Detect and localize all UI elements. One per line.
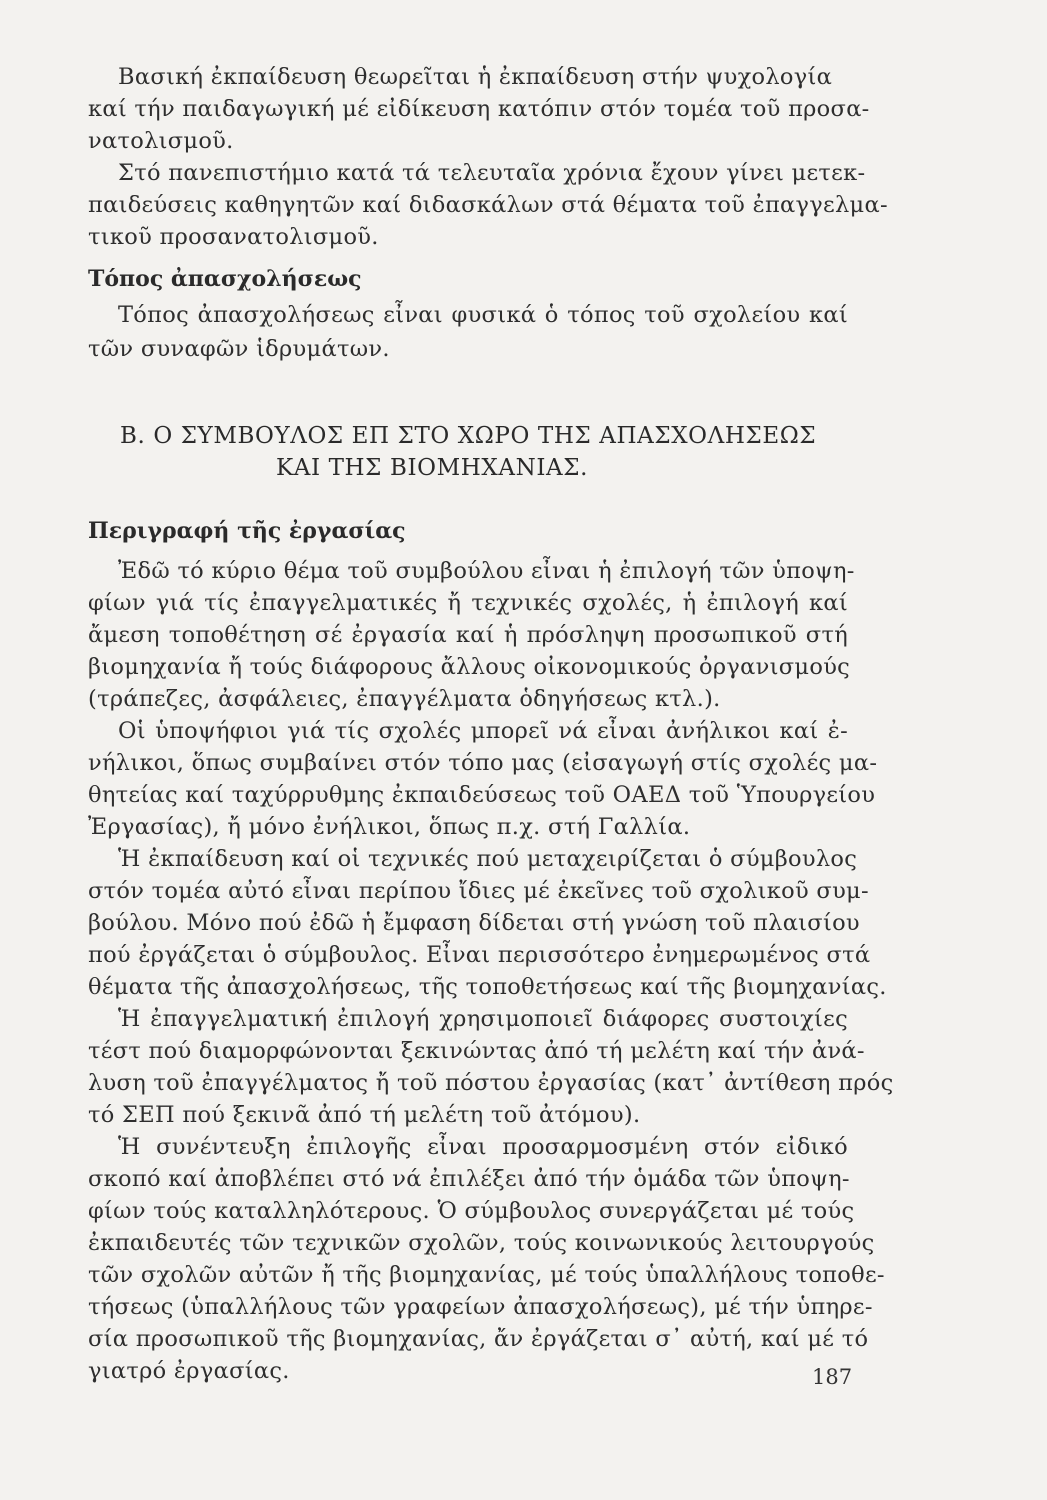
subheading-job-description: Περιγραφή τῆς ἐργασίας (88, 518, 406, 544)
text-line: γιατρό ἐργασίας. (88, 1358, 290, 1384)
text-line: Ἐργασίας), ἤ μόνο ἐνήλικοι, ὅπως π.χ. στή Γαλλία. (88, 814, 691, 840)
section-title: Β. Ο ΣΥΜΒΟΥΛΟΣ ΕΠ ΣΤΟ ΧΩΡΟ ΤΗΣ ΑΠΑΣΧΟΛΗΣΕΩΣ (120, 423, 817, 449)
section-title: ΚΑΙ ΤΗΣ ΒΙΟΜΗΧΑΝΙΑΣ. (276, 455, 588, 481)
text-line: τῶν συναφῶν ἱδρυμάτων. (88, 336, 390, 362)
text-line: τήσεως (ὑπαλλήλους τῶν γραφείων ἀπασχολήσεως), μέ τήν ὑπηρε- (88, 1294, 873, 1320)
text-line: Ἡ ἐκπαίδευση καί οἱ τεχνικές πού μεταχειρίζεται ὁ σύμβουλος (118, 846, 858, 872)
page-number: 187 (812, 1365, 853, 1389)
text-line: Ἡ ἐπαγγελματική ἐπιλογή χρησιμοποιεῖ διάφορες συστοιχίες (118, 1006, 848, 1032)
text-line: παιδεύσεις καθηγητῶν καί διδασκάλων στά θέματα τοῦ ἐπαγγελμα- (88, 192, 888, 218)
text-line: τό ΣΕΠ πού ξεκινᾶ ἀπό τή μελέτη τοῦ ἀτόμου). (88, 1102, 641, 1128)
text-line: σία προσωπικοῦ τῆς βιομηχανίας, ἄν ἐργάζεται σ᾽ αὐτή, καί μέ τό (88, 1326, 869, 1352)
text-line: Οἱ ὑποψήφιοι γιά τίς σχολές μπορεῖ νά εἶναι ἀνήλικοι καί ἐ- (118, 718, 848, 744)
text-line: τικοῦ προσανατολισμοῦ. (88, 224, 379, 250)
text-line: (τράπεζες, ἀσφάλειες, ἐπαγγέλματα ὁδηγήσεως κτλ.). (88, 686, 721, 712)
text-line: θητείας καί ταχύρρυθμης ἐκπαιδεύσεως τοῦ ΟΑΕΔ τοῦ Ὑπουργείου (88, 782, 876, 808)
text-line: θέματα τῆς ἀπασχολήσεως, τῆς τοποθετήσεως καί τῆς βιομηχανίας. (88, 974, 887, 1000)
text-line: βιομηχανία ἤ τούς διάφορους ἄλλους οἰκονομικούς ὀργανισμούς (88, 654, 851, 680)
text-line: Ἐδῶ τό κύριο θέμα τοῦ συμβούλου εἶναι ἡ ἐπιλογή τῶν ὑποψη- (118, 558, 855, 584)
text-line: φίων τούς καταλληλότερους. Ὁ σύμβουλος συνεργάζεται μέ τούς (88, 1198, 855, 1224)
text-line: τῶν σχολῶν αὐτῶν ἤ τῆς βιομηχανίας, μέ τούς ὑπαλλήλους τοποθε- (88, 1262, 885, 1288)
text-line: βούλου. Μόνο πού ἐδῶ ἡ ἔμφαση δίδεται στή γνώση τοῦ πλαισίου (88, 910, 860, 936)
text-line: νατολισμοῦ. (88, 128, 234, 154)
text-line: καί τήν παιδαγωγική μέ εἰδίκευση κατόπιν στόν τομέα τοῦ προσα- (88, 96, 870, 122)
text-line: σκοπό καί ἀποβλέπει στό νά ἐπιλέξει ἀπό τήν ὁμάδα τῶν ὑποψη- (88, 1166, 850, 1192)
text-line: ἄμεση τοποθέτηση σέ ἐργασία καί ἡ πρόσληψη προσωπικοῦ στή (88, 622, 848, 648)
subheading-place-of-employment: Τόπος ἀπασχολήσεως (88, 266, 362, 292)
text-line: πού ἐργάζεται ὁ σύμβουλος. Εἶναι περισσότερο ἐνημερωμένος στά (88, 942, 871, 968)
text-line: λυση τοῦ ἐπαγγέλματος ἤ τοῦ πόστου ἐργασίας (κατ᾽ ἀντίθεση πρός (88, 1070, 894, 1096)
text-line: ἐκπαιδευτές τῶν τεχνικῶν σχολῶν, τούς κοινωνικούς λειτουργούς (88, 1230, 875, 1256)
text-line: στόν τομέα αὐτό εἶναι περίπου ἴδιες μέ ἐκεῖνες τοῦ σχολικοῦ συμ- (88, 878, 869, 904)
text-line: Βασική ἐκπαίδευση θεωρεῖται ἡ ἐκπαίδευση στήν ψυχολογία (118, 64, 833, 90)
text-line: φίων γιά τίς ἐπαγγελματικές ἤ τεχνικές σχολές, ἡ ἐπιλογή καί (88, 590, 848, 616)
text-line: Τόπος ἀπασχολήσεως εἶναι φυσικά ὁ τόπος τοῦ σχολείου καί (118, 302, 848, 328)
text-line: νήλικοι, ὅπως συμβαίνει στόν τόπο μας (εἰσαγωγή στίς σχολές μα- (88, 750, 878, 776)
text-line: τέστ πού διαμορφώνονται ξεκινώντας ἀπό τή μελέτη καί τήν ἀνά- (88, 1038, 865, 1064)
text-line: Ἡ συνέντευξη ἐπιλογῆς εἶναι προσαρμοσμένη στόν εἰδικό (118, 1134, 848, 1160)
text-line: Στό πανεπιστήμιο κατά τά τελευταῖα χρόνια ἔχουν γίνει μετεκ- (118, 160, 866, 186)
